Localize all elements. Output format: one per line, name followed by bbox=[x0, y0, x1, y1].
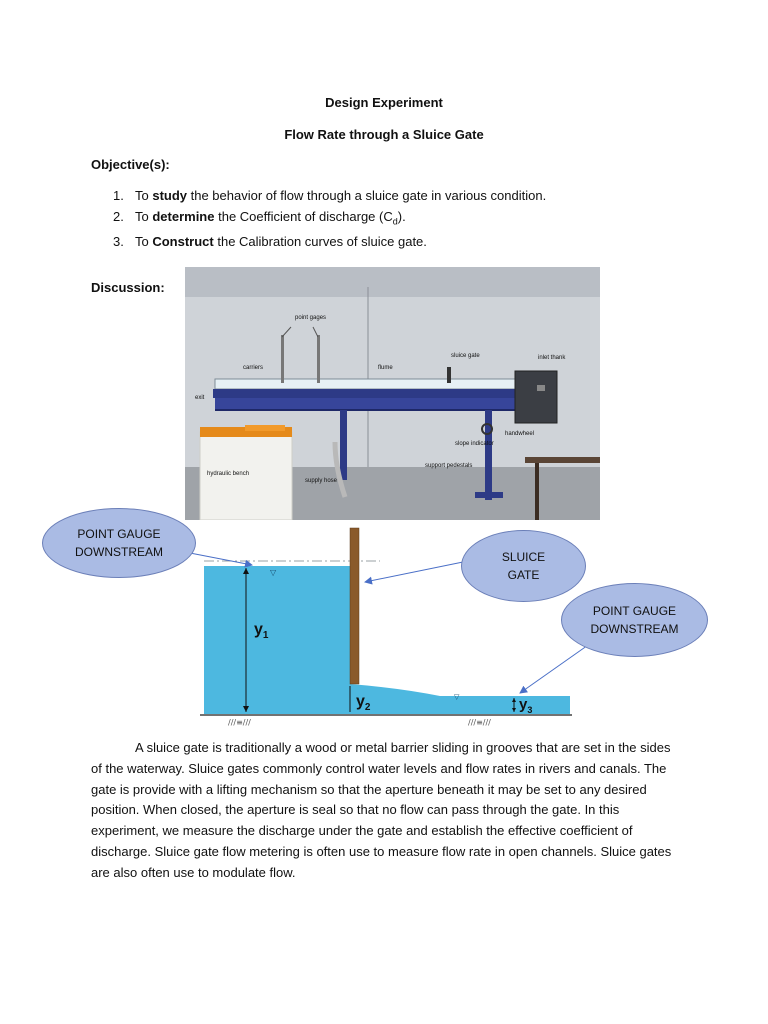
objectives-heading: Objective(s): bbox=[91, 157, 170, 172]
callout-downstream-gauge: POINT GAUGE DOWNSTREAM bbox=[561, 583, 708, 657]
callout-sluice-gate: SLUICE GATE bbox=[461, 530, 586, 602]
label-handwheel: handwheel bbox=[505, 431, 535, 437]
label-y3: $y_3$ bbox=[519, 696, 533, 715]
bed-hatch-symbol: ///≡/// bbox=[468, 718, 491, 727]
objective-item: 3. To Construct the Calibration curves of sluice gate. bbox=[113, 233, 427, 249]
document-subtitle: Flow Rate through a Sluice Gate bbox=[284, 127, 484, 142]
label-support-pedestals: support pedestals bbox=[425, 463, 473, 469]
label-supply-hose: supply hose bbox=[305, 478, 338, 484]
callout-upstream-gauge: POINT GAUGE DOWNSTREAM bbox=[42, 508, 196, 578]
downstream-surface-symbol: ▽ bbox=[454, 693, 460, 701]
bed-hatch-symbol: ///≡/// bbox=[228, 718, 251, 727]
discussion-paragraph: A sluice gate is traditionally a wood or metal barrier sliding in grooves that are set in the sides of the waterway. Sluice gates commonly control water levels and flow rates in rivers and canals. The gate is provide with a lifting mechanism so that the aperture beneath it may be set to any desired position. When closed, the aperture is seal so that no flow can pass through the gate. In this experiment, we measure the discharge under the gate and establish the effective coefficient of discharge. Sluice gate flow metering is often use to measure flow rate in open channels. Sluice gates are also often use to modulate flow. bbox=[91, 740, 672, 880]
label-hydraulic-bench: hydraulic bench bbox=[207, 471, 250, 477]
objectives-list bbox=[113, 186, 546, 252]
document-title: Design Experiment bbox=[325, 95, 443, 110]
discussion-heading: Discussion: bbox=[91, 280, 165, 295]
water-surface-symbol: ▽ bbox=[270, 568, 277, 577]
label-exit: exit bbox=[195, 395, 205, 401]
label-flume: flume bbox=[378, 365, 393, 371]
label-slope-indicator: slope indicator bbox=[455, 441, 494, 447]
label-sluice-gate: sluice gate bbox=[451, 353, 480, 359]
label-inlet-tank: inlet thank bbox=[538, 355, 566, 361]
label-point-gages: point gages bbox=[295, 315, 327, 321]
label-y2: $y_2$ bbox=[356, 693, 371, 713]
flume-apparatus-photo bbox=[185, 267, 600, 520]
objective-item: 1. To study the behavior of flow through a sluice gate in various condition. bbox=[113, 188, 547, 203]
objective-item: 2. To determine the Coefficient of discharge $(C_d)$. bbox=[113, 208, 406, 227]
label-y1: $y_1$ bbox=[254, 621, 269, 641]
sluice-gate-plate bbox=[350, 528, 359, 684]
flume-apparatus-illustration bbox=[185, 267, 600, 520]
label-carriers: carriers bbox=[243, 365, 264, 371]
